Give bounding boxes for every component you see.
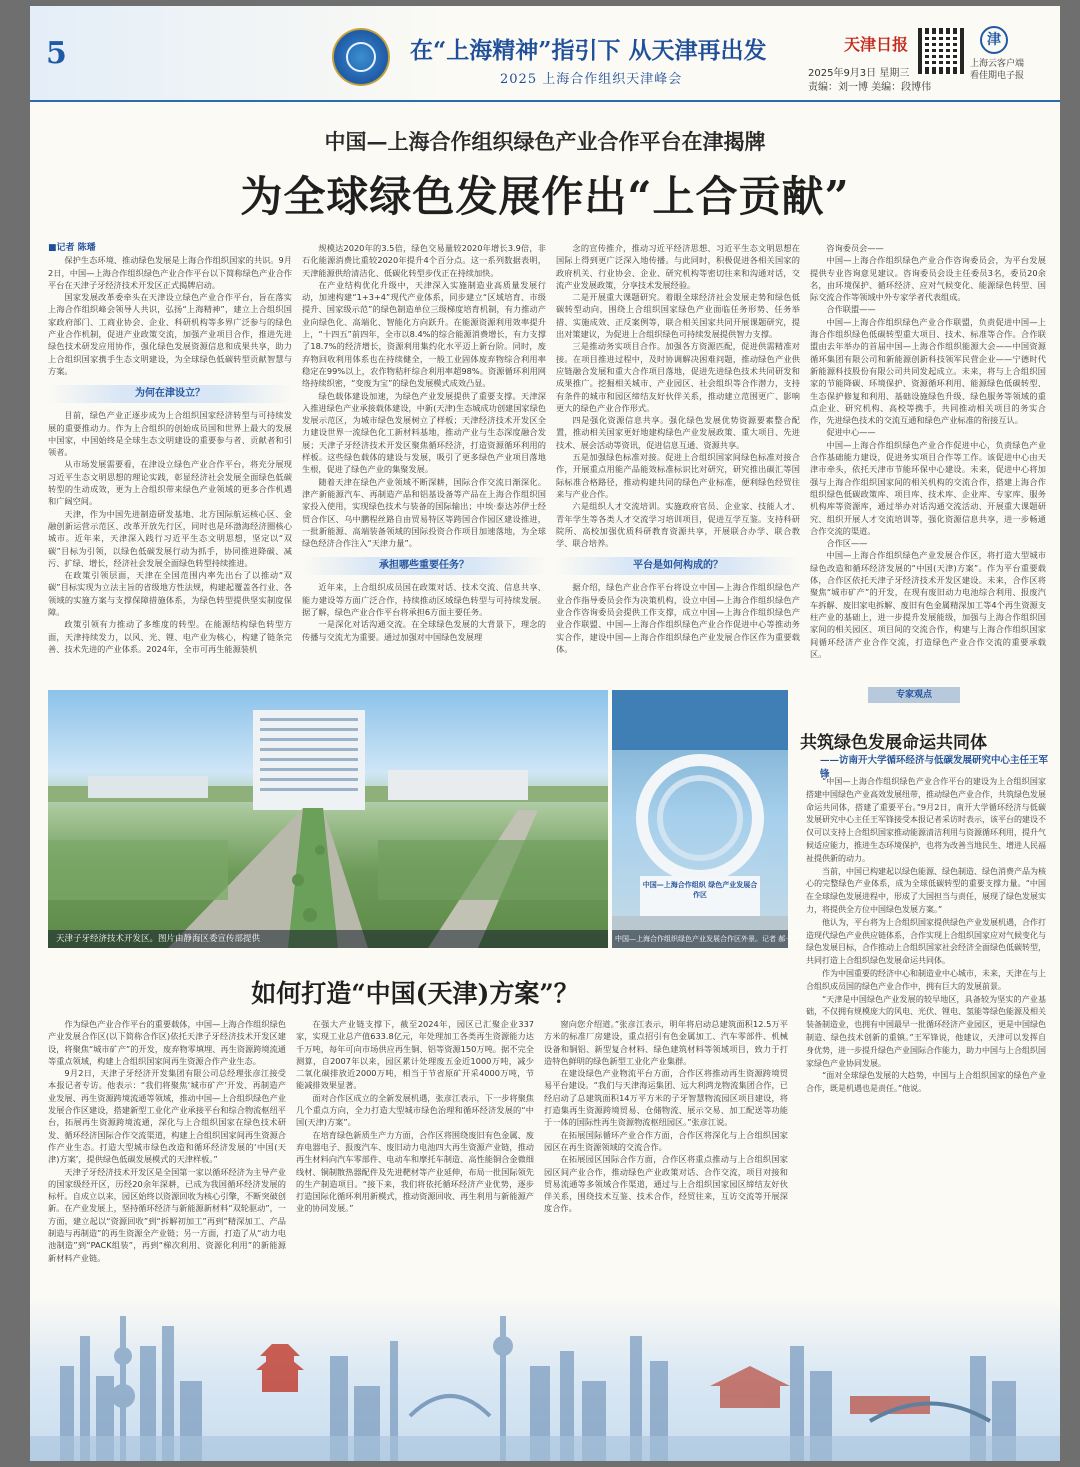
client-label-line2: 看佳期电子报 [970, 71, 1025, 81]
body-paragraph: 目前，绿色产业正逐步成为上合组织国家经济转型与可持续发展的重要推动力。作为上合组织的创始成员国和世界上最大的发展中国家，中国始终是全球生态文明建设的重要参与者、贡献者和引领者。 [48, 410, 292, 458]
body-paragraph: 二是开展重大课题研究。着眼全球经济社会发展走势和绿色低碳转型动向，围绕上合组织国家绿色产业面临任务形势、任务举措、实施成效、正反案例等，联合相关国家共同开展课题研究，提出对策建议，为促进上合组织绿色可持续发展提供智力支撑。 [556, 292, 800, 340]
section-2-title: 如何打造“中国(天津)方案”？ [251, 979, 579, 1008]
body-paragraph: 绿色载体建设加速，为绿色产业发展提供了重要支撑。天津深入推进绿色产业承接载体建设，中新(天津)生态城成功创建国家绿色发展示范区，为城市绿色发展树立了样板；天津经济技术开发区全力建设世界一流绿色化工新材料基地，推动产业与生态深度融合发展；天津子牙经济技术开发区聚焦循环经济，打造资源循环利用的样板。这些绿色载体的建设与发展，吸引了更多绿色产业项目落地生根，促进了绿色产业的集聚发展。 [302, 390, 546, 475]
body-paragraph: “面对全球绿色发展的大趋势，中国与上合组织国家的绿色产业合作，既是机遇也是责任。”他说。 [806, 1071, 1046, 1094]
body-paragraph: “中国—上海合作组织绿色产业合作平台的建设为上合组织国家搭建中国绿色产业高效发展纽带，推动绿色产业合作，共筑绿色发展命运共同体，搭建了重要平台。”9月2日，南开大学循环经济与低碳发展研究中心主任王军锋接受本报记者采访时表示，该平台的建设不仅可以支持上合组织国家推动能源清洁利用与资源循环利用，提升气候适应能力，推进生态环境保护，也将为改善当地民生、增进人民福祉提供新的动力。 [806, 777, 1046, 863]
article-byline: ■记者 陈璠 [48, 243, 96, 253]
body-paragraph: “天津是中国绿色产业发展的较早地区，具备较为坚实的产业基础，不仅拥有规模庞大的风电、光伏、锂电、氢能等绿色能源及相关装备制造业，也拥有中国最早一批循环经济产业园区，更是中国绿色制造、绿色技术创新的重镇。”王军锋说，他建议，天津可以发挥自身优势，进一步提升绿色产业国际合作能力，助力中国与上合组织国家绿色产业协同发展。 [806, 994, 1046, 1068]
text-column-2 [302, 242, 546, 678]
body-paragraph: 他认为，平台将为上合组织国家提供绿色产业发展机遇，合作打造现代绿色产业供应链体系，合作实现上合组织国家应对气候变化与绿色发展目标，合作推动上合组织国家社会经济全面绿色低碳转型，共同打造上合组织绿色发展命运共同体。 [806, 917, 1046, 966]
expert-title: 共筑绿色发展命运共同体 [800, 733, 987, 753]
body-paragraph: 中国—上海合作组织绿色产业合作咨询委员会，为平台发展提供专业咨询意见建议。咨询委员会设主任委员3名，委员20余名，由环境保护、循环经济、应对气候变化、能源绿色转型、国际交流合作等领域中外专家学者代表组成。 [810, 255, 1046, 303]
body-paragraph: 在建设绿色产业物流平台方面，合作区将推动再生资源跨境贸易平台建设。“我们与天津海运集团、远大利鸿龙物流集团合作，已经启动了总建筑面积14万平方米的子牙智慧物流园区项目建设，将打造集再生资源跨境贸易、仓储物流、展示交易、加工配送等功能于一体的国际性再生资源物流枢纽园区。”张彦江说。 [544, 1068, 788, 1128]
paper-brand: 天津日报 [844, 35, 909, 54]
text-column-5 [48, 1018, 286, 1290]
masthead-headline: 在“上海精神”指引下 从天津再出发 [410, 37, 767, 64]
text-column-7 [544, 1018, 788, 1290]
editor-credit: 责编：刘一博 美编：段博伟 [808, 82, 932, 93]
body-paragraph: 四是强化资源信息共享。强化绿色发展优势资源要素整合配置，推动相关国家更好地建构绿色产业发展政策、重大项目、先进技术、展会活动等资讯，促进信息互通、资源共享。 [556, 415, 800, 450]
masthead-subhead: 2025 上海合作组织天津峰会 [500, 72, 683, 87]
body-paragraph: 在拓展国际循环产业合作方面，合作区将深化与上合组织国家园区在再生资源领域的交流合作。 [544, 1129, 788, 1152]
newspaper-page [30, 6, 1060, 1461]
zone-monument-illustration [612, 690, 788, 948]
masthead [30, 6, 1060, 102]
body-paragraph: 国家发展改革委牵头在天津设立绿色产业合作平台，旨在落实上海合作组织峰会领导人共识，弘扬“上海精神”，建立上合组织国家政府部门、工商业协会、企业、科研机构等多界广泛参与的绿色产业合作机制，促进产业政策交流，加强产业项目合作，推进先进绿色技术研发应用协作，强化绿色发展资源信息和成果共享，助力上合组织国家携手生态文明建设，为全球绿色低碳转型贡献智慧与方案。 [48, 292, 292, 376]
city-skyline-illustration [30, 1296, 1060, 1461]
expert-column [806, 776, 1046, 1276]
body-paragraph: 在政策引领层面，天津在全国范围内率先出台了以推动“双碳”目标实现为立法主旨的省级地方性法规，构建起覆盖各行业、各领域的实施方案与支撑保障措施体系，为绿色转型提供坚实制度保障。 [48, 570, 292, 618]
article-kicker: 中国—上海合作组织绿色产业合作平台在津揭牌 [324, 129, 766, 154]
body-paragraph: 面对合作区成立的全新发展机遇，张彦江表示，下一步将聚焦几个重点方向，全力打造大型城市绿色治理和循环经济发展的“中国(天津)方案”。 [296, 1092, 534, 1128]
body-paragraph: 六是组织人才交流培训。实施政府官员、企业家、技能人才、青年学生等各类人才交流学习培训项目，促进互学互鉴。支持科研院所、高校加强优质科研教育资源共享，开展联合办学、联合教学、联合培养。 [556, 501, 800, 549]
expert-subtitle: ——访南开大学循环经济与低碳发展研究中心主任王军锋 [820, 755, 1049, 780]
body-paragraph: 合作区—— [826, 538, 868, 549]
body-paragraph: 咨询委员会—— [826, 243, 884, 253]
body-paragraph: 三是推动务实项目合作。加强各方资源匹配，促进供需精准对接。在项目推进过程中，及时协调解决困难问题，推动绿色产业供应链融合发展和重大合作项目落地，促进先进绿色技术共同研发和成果推广。挖掘相关城市、产业园区、社会组织等合作潜力，支持有条件的城市和园区缔结友好伙伴关系，推动建立范围更广、影响更大的绿色产业合作形式。 [556, 341, 800, 413]
park-illustration [48, 690, 608, 948]
subsection-heading: 平台是如何构成的？ [556, 557, 800, 575]
cooperation-zone-photo [612, 690, 809, 948]
text-column-6 [296, 1018, 534, 1290]
qr-code-pattern [918, 28, 964, 74]
issue-date: 2025年9月3日 星期三 [808, 68, 910, 79]
body-paragraph: 天津，作为中国先进制造研发基地、北方国际航运核心区、金融创新运营示范区、改革开放先行区，同时也是环渤海经济圈核心城市。近年来，天津深入践行习近平生态文明思想，坚定以“双碳”目标为引领，以绿色低碳发展行动为抓手，协同推进降碳、减污、扩绿、增长，经济社会发展全面绿色转型持续推进。 [48, 508, 292, 568]
body-paragraph: 在培育绿色新质生产力方面，合作区将围绕废旧有色金属、废弃电器电子、报废汽车、废旧动力电池四大再生资源产业链，推动再生材料向汽车零部件、电动车和摩托车制造、高性能铜合金微细线材、铜制散热器配件及先进靶材等产业延伸，布局一批国际领先的生产制造项目。“接下来，我们将依托循环经济产业优势，逐步打造国际化循环利用新模式，推动资源回收、再生利用与新能源产业的协同发展。” [296, 1129, 534, 1214]
body-paragraph: 在拓展园区国际合作方面，合作区将重点推动与上合组织国家园区间产业合作，推动绿色产业政策对话、合作交流，项目对接和贸易流通等多领域合作渠道，通过与上合组织国家园区缔结友好伙伴关系，围绕技术互鉴、技术合作，经贸往来，互访交流等开展深度合作。 [544, 1154, 788, 1214]
zone-sign-text: 中国—上海合作组织 绿色产业发展合作区 [642, 881, 758, 899]
body-paragraph: 规模达2020年的3.5倍，绿色交易量较2020年增长3.9倍，非石化能源消费比重较2020年提升4个百分点。这一系列数据表明，天津能源供给清洁化、低碳化转型步伐正在持续加快。 [302, 243, 546, 278]
body-paragraph: 从市场发展需要看，在津设立绿色产业合作平台，将充分展现习近平生态文明思想的理论实践，彰显经济社会发展全面绿色低碳转型的生动成效，更为上合组织带来绿色产业领域的更多合作机遇和广阔空间。 [48, 459, 292, 507]
page-number: 5 [46, 36, 67, 71]
body-paragraph: 9月2日，天津子牙经济开发集团有限公司总经理张彦江接受本报记者专访。他表示：“我们将聚焦‘城市矿产’开发、再制造产业发展、再生资源跨境流通等领域，推动中国—上合组织绿色产业发展合作区建设，搭建新型工业化产业承接平台和综合物流枢纽平台，拓展再生资源跨境流通，深化与上合组织国家在绿色技术研发、循环经济国际合作交流渠道，构建上合组织国家间再生资源合作产业生态。打造大型城市绿色改造和循环经济发展的‘中国(天津)方案’，提供绿色低碳发展模式的天津样板。” [48, 1068, 286, 1165]
client-logo-icon: 津 [980, 26, 1008, 54]
body-paragraph: 窗向您介绍道。”张彦江表示，明年将启动总建筑面积12.5万平方米的标准厂房建设，重点招引有色金属加工、汽车零部件、机械设备和铜铝、新型复合材料、绿色建筑材料等领域项目，致力于打造特色鲜明的绿色新型工业化产业集群。 [544, 1019, 788, 1066]
photo-1-caption: 天津子牙经济技术开发区。图片由静海区委宣传部提供 [48, 930, 608, 948]
sco-summit-logo-icon [332, 28, 390, 86]
skyline-svg [30, 1296, 1060, 1461]
body-paragraph: 在产业结构优化升级中，天津深入实施制造业高质量发展行动，加速构建“1+3+4”现代产业体系，同步建立“区域培育、市级提升、国家级示范”的绿色制造单位三级梯度培育机制，有力推动产业向绿色化、高端化、智能化方向跃升。在能源资源利用效率提升上，“十四五”前四年，全市以8.4%的综合能源消费增长，有力支撑了18.7%的经济增长，资源利用集约化水平迈上新台阶。同时，废弃物回收利用体系也在持续健全，一般工业固体废弃物综合利用率稳定在99%以上，农作物秸秆综合利用率超98%。资源循环利用网络持续织密，“变废为宝”的绿色发展模式成效凸显。 [302, 279, 546, 389]
industrial-park-photo [48, 690, 608, 948]
body-paragraph: 政策引领有力推动了多维度的转型。在能源结构绿色转型方面，天津持续发力，以风、光、锂、电产业为核心，构建了链条完善、技术先进的产业体系。2024年，全市可再生能源装机 [48, 619, 292, 654]
body-paragraph: 中国—上海合作组织绿色产业合作促进中心，负责绿色产业合作基础能力建设，促进务实项目合作等工作。该促进中心由天津市牵头，依托天津市节能环保中心建设。未来，促进中心将加强与上海合作组织国家间的相关机构的交流合作，搭建上海合作组织绿色低碳政策库、项目库、技术库、企业库、专家库、服务机构库等资源库，通过举办对话沟通交流活动、开展重大课题研究、组织开展人才交流培训等，强化资源信息共享，进一步畅通合作交流的渠道。 [810, 439, 1046, 536]
subsection-heading: 承担哪些重要任务？ [302, 557, 546, 575]
body-paragraph: 作为中国重要的经济中心和制造业中心城市，未来，天津在与上合组织成员国的绿色产业合作中，拥有巨大的发展前景。 [806, 968, 1046, 991]
body-paragraph: 当前，中国已构建起以绿色能源、绿色制造、绿色消费产品为核心的完整绿色产业体系，成为全球低碳转型的重要支撑力量。“中国在全球绿色发展进程中，形成了大国担当与责任，展现了绿色发展实力，将提供全方位中国绿色发展方案。” [806, 866, 1046, 914]
photo-2-caption: 中国—上海合作组织绿色产业发展合作区外景。记者 郝一萍 摄 [612, 930, 788, 948]
body-paragraph: 中国—上海合作组织绿色产业合作联盟，负责促进中国—上海合作组织绿色低碳转型重大项目、技术、标准等合作。合作联盟由去年举办的首届中国—上海合作组织能源大会——中国资源循环集团有限公司和新能源创新科技领军民营企业——宁德时代新能源科技股份有限公司共同发起成立。未来，将与上合组织国家的节能降碳、环境保护、资源循环利用、能源绿色低碳转型、生态保护修复和利用、基础设施绿色升级、绿色服务等领域的重点企业、研究机构、高校等携手，共同推动相关项目的务实合作，先进绿色技术的交流互通和绿色产业标准的衔接互认。 [810, 316, 1046, 426]
body-paragraph: 随着天津在绿色产业领域不断深耕，国际合作交流日渐深化。津产新能源汽车、再制造产品和铝基设备等产品在上海合作组织国家投入使用，实现绿色技术与装备的国际输出；中埃·泰达苏伊士经贸合作区、乌中鹏程丝路自由贸易特区等跨国合作园区建设推进，一批新能源、高端装备领域的国际投资合作项目加速落地，为全球绿色经济合作注入“天津力量”。 [302, 476, 546, 549]
expert-section-tag: 专家观点 [868, 687, 960, 703]
body-paragraph: 据介绍，绿色产业合作平台将设立中国—上海合作组织绿色产业合作指导委员会作为决策机构，设立中国—上海合作组织绿色产业合作咨询委员会提供工作支撑，成立中国—上海合作组织绿色产业合作联盟、中国—上海合作组织绿色产业合作促进中心等推动务实合作，建设中国—上海合作组织绿色产业发展合作区作为重要载体。 [556, 582, 800, 654]
body-paragraph: 促进中心—— [826, 427, 876, 438]
body-paragraph: 一是深化对话沟通交流。在全球绿色发展的大背景下，理念的传播与交流尤为重要。通过加强对中国绿色发展理 [302, 619, 546, 642]
text-column-3 [556, 242, 800, 678]
article-title: 为全球绿色发展作出“上合贡献” [240, 172, 850, 221]
body-paragraph: 在强大产业链支撑下，截至2024年，园区已汇聚企业337家，实现工业总产值633.8亿元，年处理加工各类再生资源能力达千万吨，每年可向市场供应再生铜、铝等资源150万吨。据不完全测算，自2007年以来，园区累计处理废五金近1000万吨，减少二氧化碳排放近2000万吨，相当于节省原矿开采4000万吨，节能减排效果显著。 [296, 1019, 534, 1091]
subsection-heading: 为何在津设立？ [48, 385, 292, 403]
text-column-1 [48, 242, 292, 678]
body-paragraph: 作为绿色产业合作平台的重要载体，中国—上海合作组织绿色产业发展合作区(以下简称合作区)依托天津子牙经济技术开发区建设，将聚焦“城市矿产”的开发，废弃物零填埋、再生资源跨境流通等重点领域，构建上合组织国家间再生资源合作产业生态。 [48, 1019, 286, 1066]
body-paragraph: 中国—上海合作组织绿色产业发展合作区，将打造大型城市绿色改造和循环经济发展的“中国(天津)方案”。作为平台重要载体，合作区依托天津子牙经济技术开发区建设。未来，合作区将聚焦“城市矿产”的开发，在现有废旧动力电池综合利用、报废汽车拆解、废旧家电拆解、废旧有色金属精深加工等4个再生资源支柱产业的基础上，进一步提升发展能级，加强与上海合作组织国家间的相关园区、项目间的交流合作，构建与上海合作组织国家间循环经济产业合作交流，打造绿色产业合作交流的重要承载区。 [810, 550, 1046, 659]
client-label-line1: 上海云客户端 [970, 59, 1025, 69]
body-paragraph: 保护生态环境、推动绿色发展是上海合作组织国家的共识。9月2日，中国—上海合作组织绿色产业合作平台以下简称绿色产业合作平台在天津子牙经济技术开发区正式揭牌启动。 [48, 255, 292, 290]
body-paragraph: 近年来，上合组织成员国在政策对话、技术交流、信息共享、能力建设等方面广泛合作，持续推动区域绿色转型与可持续发展。据了解，绿色产业合作平台将承担6方面主要任务。 [302, 582, 546, 618]
text-column-4 [810, 242, 1046, 678]
body-paragraph: 五是加强绿色标准对接。促进上合组织国家间绿色标准对接合作，开展重点用能产品能效标准标识比对研究，研究推出碳汇等国际标准合格路径，推动构建共同的绿色产业标准，便利绿色经贸往来与产业合作。 [556, 452, 800, 499]
body-paragraph: 念的宣传推介，推动习近平经济思想、习近平生态文明思想在国际上得到更广泛深入地传播。与此同时，积极促进各相关国家的政府机关、行业协会、企业、研究机构等密切往来和沟通对话，交流产业发展政策，分享技术发展经验。 [556, 243, 800, 290]
body-paragraph: 天津子牙经济技术开发区是全国第一家以循环经济为主导产业的国家级经开区，历经20余年深耕，已成为我国循环经济发展的标杆。自成立以来，园区始终以资源回收为核心引擎，不断突破创新。在产业发展上，坚持循环经济与新能源新材料“双轮驱动”，一方面，建立起以“资源回收”到“拆解初加工”再到“精深加工、产品制造与再制造”的再生资源全产业链；另一方面，打造了从“动力电池制造”到“PACK组装”，再到“梯次利用、资源化利用”的新能源新材料产业链。 [48, 1166, 286, 1263]
client-label [970, 58, 1050, 82]
body-paragraph: 合作联盟—— [826, 304, 876, 315]
